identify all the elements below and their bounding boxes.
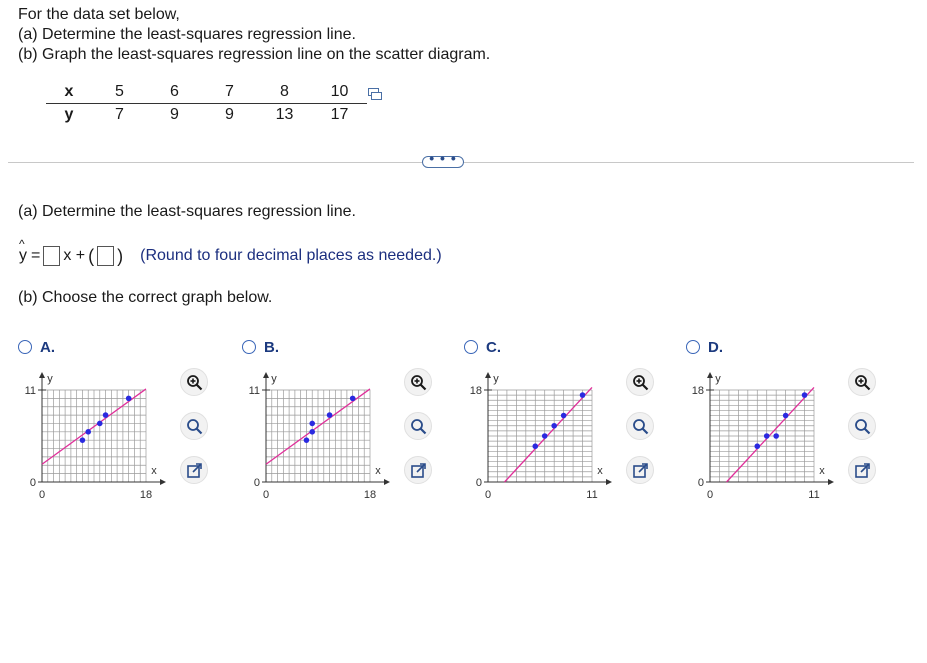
- x-origin-label: 0: [38, 489, 46, 501]
- data-point: [80, 437, 86, 443]
- more-dots: • • •: [429, 150, 457, 166]
- table-row-x: [46, 81, 367, 104]
- regression-line: [727, 387, 814, 482]
- x-axis-arrow: [160, 479, 166, 485]
- option-label: A.: [40, 339, 55, 356]
- zoom-in-icon[interactable]: [626, 368, 654, 396]
- y-origin-label: 0: [697, 477, 704, 489]
- zoom-out-icon[interactable]: [404, 412, 432, 440]
- scatter-graph: [242, 366, 402, 506]
- table-cell: 8: [257, 81, 312, 104]
- scatter-graph: [686, 366, 846, 506]
- graph-option-c[interactable]: [464, 338, 679, 508]
- data-point: [85, 429, 91, 435]
- x-axis-label: x: [819, 465, 825, 477]
- y-max-label: 11: [24, 385, 36, 397]
- question-intro: For the data set below,: [18, 6, 180, 23]
- y-axis-label: y: [715, 373, 721, 385]
- regression-line: [505, 387, 592, 482]
- y-axis-label: y: [47, 373, 53, 385]
- option-label: D.: [708, 339, 723, 356]
- option-radio[interactable]: [464, 340, 478, 354]
- data-point: [309, 421, 315, 427]
- data-point: [309, 429, 315, 435]
- x-axis-arrow: [384, 479, 390, 485]
- data-point: [532, 443, 538, 449]
- rounding-hint: (Round to four decimal places as needed.): [140, 247, 442, 264]
- x-plus-text: x +: [63, 247, 86, 264]
- data-point: [783, 413, 789, 419]
- table-cell: 5: [92, 81, 147, 104]
- y-max-label: 18: [691, 385, 704, 397]
- x-origin-label: 0: [484, 489, 492, 501]
- x-axis-arrow: [606, 479, 612, 485]
- question-part-a: (a) Determine the least-squares regression line.: [18, 26, 356, 43]
- data-point: [542, 433, 548, 439]
- graph-option-a[interactable]: [18, 338, 233, 508]
- zoom-in-icon[interactable]: [404, 368, 432, 396]
- scatter-graph: [18, 366, 178, 506]
- answer-part-a-heading: (a) Determine the least-squares regression line.: [18, 203, 356, 220]
- open-new-window-icon[interactable]: [180, 456, 208, 484]
- x-axis-label: x: [151, 465, 157, 477]
- data-point: [97, 421, 103, 427]
- zoom-out-icon[interactable]: [626, 412, 654, 440]
- graph-option-b[interactable]: [242, 338, 457, 508]
- expand-more-button[interactable]: [422, 150, 464, 168]
- graph-option-d[interactable]: [686, 338, 901, 508]
- data-table: [46, 81, 367, 126]
- y-hat-symbol: [18, 237, 28, 265]
- data-point: [773, 433, 779, 439]
- y-axis-arrow: [707, 372, 713, 378]
- grid: [266, 390, 370, 482]
- table-cell: 10: [312, 81, 367, 104]
- data-point: [327, 412, 333, 418]
- x-max-label: 18: [363, 489, 377, 501]
- data-point: [103, 412, 109, 418]
- y-origin-label: 0: [29, 477, 36, 489]
- data-point: [350, 396, 356, 402]
- option-radio[interactable]: [18, 340, 32, 354]
- table-cell: 6: [147, 81, 202, 104]
- x-axis-label: x: [375, 465, 381, 477]
- equals-sign: =: [31, 247, 41, 264]
- data-point: [802, 392, 808, 398]
- zoom-in-icon[interactable]: [180, 368, 208, 396]
- y-axis-label: y: [493, 373, 499, 385]
- x-max-label: 11: [586, 489, 598, 501]
- option-label: B.: [264, 339, 279, 356]
- y-max-label: 18: [469, 385, 482, 397]
- y-origin-label: 0: [475, 477, 482, 489]
- option-radio[interactable]: [242, 340, 256, 354]
- x-max-label: 18: [139, 489, 153, 501]
- intercept-input[interactable]: [97, 246, 114, 266]
- data-point: [551, 423, 557, 429]
- answer-part-b-heading: (b) Choose the correct graph below.: [18, 289, 273, 306]
- table-cell: 7: [115, 106, 124, 123]
- data-point: [754, 443, 760, 449]
- x-axis-arrow: [828, 479, 834, 485]
- table-cell: 9: [225, 106, 234, 123]
- y-max-label: 11: [248, 385, 260, 397]
- x-origin-label: 0: [262, 489, 270, 501]
- zoom-out-icon[interactable]: [848, 412, 876, 440]
- table-x-header: x: [46, 81, 92, 104]
- y-axis-arrow: [39, 372, 45, 378]
- table-y-header: y: [64, 106, 74, 123]
- table-cell: 17: [330, 106, 349, 123]
- table-cell: 9: [170, 106, 179, 123]
- question-part-b: (b) Graph the least-squares regression line on the scatter diagram.: [18, 46, 491, 63]
- x-max-label: 11: [808, 489, 820, 501]
- option-radio[interactable]: [686, 340, 700, 354]
- y-letter: y: [19, 247, 27, 264]
- option-label: C.: [486, 339, 501, 356]
- close-paren: ): [117, 245, 124, 266]
- regression-equation: [18, 237, 442, 268]
- table-row-y: [46, 104, 367, 127]
- x-axis-label: x: [597, 465, 603, 477]
- y-axis-label: y: [271, 373, 277, 385]
- open-new-window-icon[interactable]: [404, 456, 432, 484]
- data-point: [126, 396, 132, 402]
- open-new-window-icon[interactable]: [848, 456, 876, 484]
- table-cell: 13: [275, 106, 294, 123]
- slope-input[interactable]: [43, 246, 60, 266]
- y-axis-arrow: [263, 372, 269, 378]
- y-origin-label: 0: [253, 477, 260, 489]
- hat-mark: ^: [19, 237, 25, 251]
- data-point: [764, 433, 770, 439]
- y-axis-arrow: [485, 372, 491, 378]
- data-point: [561, 413, 567, 419]
- grid: [42, 390, 146, 482]
- table-cell: 7: [202, 81, 257, 104]
- data-point: [580, 392, 586, 398]
- open-paren: (: [88, 245, 95, 266]
- data-point: [304, 437, 310, 443]
- x-origin-label: 0: [706, 489, 714, 501]
- open-new-window-icon[interactable]: [626, 456, 654, 484]
- scatter-graph: [464, 366, 624, 506]
- zoom-out-icon[interactable]: [180, 412, 208, 440]
- zoom-in-icon[interactable]: [848, 368, 876, 396]
- copy-data-icon[interactable]: [368, 88, 382, 100]
